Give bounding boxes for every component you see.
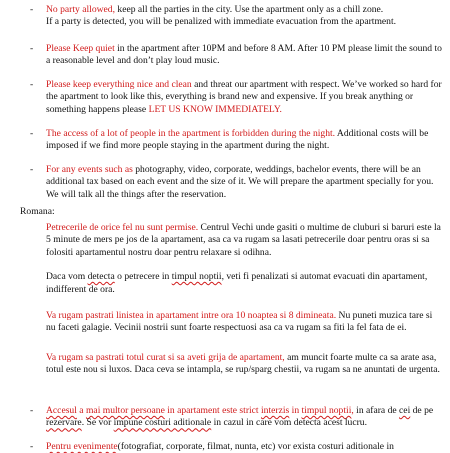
list-bullet: - bbox=[30, 128, 34, 139]
rule-text: impune costuri aditionale bbox=[113, 417, 212, 429]
list-bullet: - bbox=[30, 79, 34, 90]
list-bullet: - bbox=[30, 441, 34, 452]
list-bullet: - bbox=[30, 405, 34, 416]
rule-highlight: , bbox=[351, 405, 354, 416]
rule-text: Nu puneti muzica tare si nu faceti galagie. Vecinii nostrii sunt foarte respectuosi asa ca va rugam sa fiti la fel fata de ei. bbox=[46, 310, 433, 334]
rule-clean bbox=[46, 79, 442, 116]
rule-ro-clean bbox=[46, 352, 442, 377]
rule-ro-party bbox=[46, 222, 442, 296]
rule-text: keep all the parties in the city. Use the apartment only as a chill zone. bbox=[115, 4, 384, 15]
rule-highlight: in apartament este strict bbox=[164, 405, 261, 416]
rule-highlight: mai multor persoane bbox=[85, 405, 165, 416]
rule-highlight: The access of a lot of people in the apartment is forbidden during the night. bbox=[46, 128, 336, 139]
rule-highlight: No party allowed, bbox=[46, 4, 116, 15]
rule-highlight: timpul noptii bbox=[301, 405, 352, 416]
rule-highlight: Accesul bbox=[46, 405, 77, 416]
section-label-romana: Romana: bbox=[20, 206, 55, 217]
rule-highlight: Petrecerile de orice fel nu sunt permise. bbox=[46, 222, 199, 233]
rule-highlight: a bbox=[76, 405, 86, 416]
rule-text: in the apartment after 10PM and before 8 AM. After 10 PM please limit the sound to a reasonable level and don’t play loud music. bbox=[46, 43, 442, 67]
rule-text: Additional costs will be imposed if we find more people staying in the apartment during the night. bbox=[46, 128, 429, 152]
rule-highlight: interzis bbox=[261, 405, 290, 416]
list-bullet: - bbox=[30, 4, 34, 15]
rule-no-party bbox=[46, 4, 442, 29]
rule-ro-quiet bbox=[46, 310, 442, 335]
rule-highlight: Please keep everything nice and clean bbox=[46, 79, 192, 90]
rule-text: , veti fi penalizati si automat evacuati din apartament, indifferent de ora. bbox=[46, 271, 428, 295]
rule-text: . Se vor bbox=[81, 417, 114, 429]
rule-text: (fotografiat, corporate, filmat, nunta, etc) vor exista costuri aditionale in bbox=[117, 441, 394, 452]
rule-text-line2: If a party is detected, you will be penalized with immediate evacuation from the apartment. bbox=[46, 16, 397, 28]
rule-text: timpul noptii bbox=[171, 271, 222, 283]
rule-text: photography, video, corporate, weddings, bachelor events, there will be an additional tax based on each event and the size of it. We will prepare the apartment specially for you. We will talk all the things after the reservation. bbox=[46, 164, 434, 200]
rule-highlight-2: LET US KNOW IMMEDIATELY. bbox=[148, 103, 282, 115]
rule-highlight: For any events such as bbox=[46, 164, 133, 175]
rule-quiet bbox=[46, 43, 442, 68]
rule-highlight: Please Keep quiet bbox=[46, 43, 115, 54]
rule-text: o petrecere in bbox=[114, 271, 172, 283]
rule-highlight: Pentru evenimente bbox=[46, 441, 118, 452]
rule-text: and threat our apartment with respect. We’ve worked so hard for the apartment to look like this, everything is brand new and expensive. If you break anything or something happens please bbox=[46, 79, 442, 115]
rule-highlight: Va rugam sa pastrati totul curat si sa aveti grija de apartament, bbox=[46, 352, 285, 363]
rule-text: cei bbox=[399, 405, 411, 416]
rule-text: rezervare bbox=[46, 417, 82, 429]
rule-text: in cazul in care vom detecta acest lucru. bbox=[211, 417, 368, 429]
list-bullet: - bbox=[30, 43, 34, 54]
rule-ro-events bbox=[46, 441, 442, 453]
rule-highlight: in bbox=[289, 405, 302, 416]
rule-text: in afara de bbox=[353, 405, 400, 416]
rule-night-access bbox=[46, 128, 442, 153]
rule-text: Daca vom bbox=[46, 271, 88, 283]
rule-text: am muncit foarte multe ca sa arate asa, totul este nou si luxos. Daca ceva se intampla, se rup/sparg chestii, va rugam sa ne anuntati de urgenta. bbox=[46, 352, 440, 376]
rule-text: de pe bbox=[410, 405, 434, 416]
rule-text: detecta bbox=[87, 271, 115, 283]
rule-ro-night-access bbox=[46, 405, 442, 430]
rule-events bbox=[46, 164, 442, 201]
rule-highlight: Va rugam pastrati linistea in apartament intre ora 10 noaptea si 8 dimineata. bbox=[46, 310, 337, 321]
rule-text: Centrul Vechi unde gasiti o multime de cluburi si baruri este la 5 minute de mers pe jos de la apartament, asa ca va rugam sa lasati petrecerile doar pentru oras si sa folositi apartamentul nostru doar pentru relaxare si odihna. bbox=[46, 222, 441, 258]
list-bullet: - bbox=[30, 164, 34, 175]
